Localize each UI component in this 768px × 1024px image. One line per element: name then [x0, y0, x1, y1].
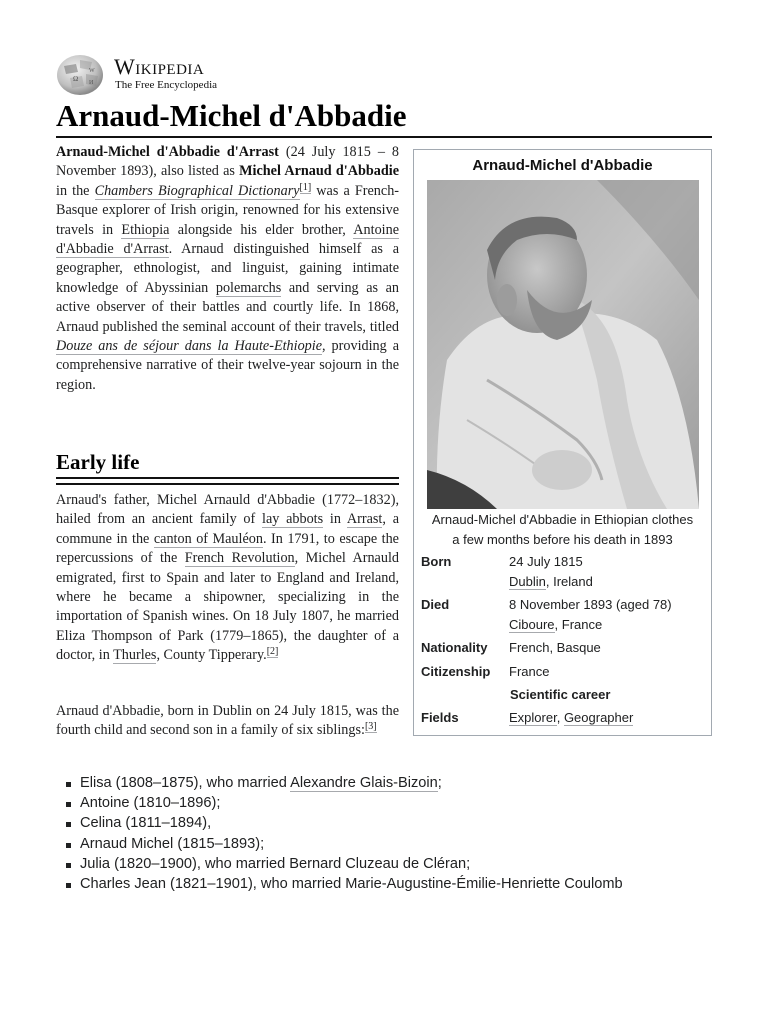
bullet-icon [66, 843, 71, 848]
infobox-row-born [421, 552, 706, 592]
intro-section [56, 143, 399, 395]
citation-3[interactable] [365, 721, 377, 733]
row-label: Born [421, 554, 452, 569]
bullet-icon [66, 782, 71, 787]
separator: , [556, 710, 564, 725]
intro-text: alongside his elder brother, [169, 221, 354, 238]
link-ciboure[interactable]: Ciboure [509, 616, 555, 632]
link-geographer[interactable]: Geographer [563, 710, 634, 725]
svg-text:И: И [89, 80, 94, 86]
title-divider [56, 136, 712, 138]
infobox [413, 149, 712, 736]
link-canton-of-mauleon[interactable]: canton of Mauléon [153, 530, 263, 547]
infobox-title: Arnaud-Michel d'Abbadie [472, 157, 653, 174]
link-ethiopia[interactable]: Ethiopia [121, 221, 170, 238]
row-value [509, 595, 672, 634]
early-life-paragraph-2 [56, 702, 399, 741]
siblings-list [66, 773, 623, 894]
citation-link[interactable]: [2] [266, 646, 279, 658]
link-chambers-dictionary[interactable]: Chambers Biographical Dictionary [94, 182, 300, 199]
row-value: France [509, 664, 550, 679]
caption-line: Arnaud-Michel d'Abbadie in Ethiopian clothes [431, 512, 694, 527]
row-label: Fields [421, 710, 459, 725]
intro-paragraph [56, 143, 399, 395]
body-text: , County Tipperary. [156, 647, 267, 664]
list-item-text: Julia (1820–1900), who married Bernard Cluzeau de Cléran; [80, 855, 471, 872]
intro-text: . Arnaud distinguished himself as a geographer, ethnologist, and linguist, gaining intimate knowledge of Abyssinian [56, 241, 399, 296]
citation-link[interactable]: [1] [299, 181, 312, 193]
link-polemarchs[interactable]: polemarchs [215, 279, 282, 296]
row-value [509, 552, 593, 591]
row-label: Nationality [421, 640, 488, 655]
row-label: Died [421, 597, 450, 612]
link-alexandre-glais-bizoin[interactable]: Alexandre Glais-Bizoin [290, 775, 438, 791]
list-item-text: ; [437, 775, 442, 791]
heading-divider [56, 483, 399, 485]
row-value: French, Basque [509, 640, 601, 655]
section-heading-early-life: Early life [56, 450, 140, 474]
bullet-icon [66, 802, 71, 807]
svg-text:Ω: Ω [73, 75, 79, 83]
born-date: 24 July 1815 [509, 554, 583, 569]
row-value [509, 708, 633, 728]
list-item [66, 813, 623, 833]
photo-caption [414, 510, 711, 549]
body-text: in [323, 511, 347, 528]
wikipedia-logo[interactable] [56, 54, 256, 96]
row-label: Citizenship [421, 664, 491, 679]
infobox-section-header: Scientific career [510, 687, 611, 702]
early-life-paragraph-1 [56, 491, 399, 666]
born-place: , Ireland [545, 573, 593, 589]
site-wordmark: Wikipedia [114, 54, 205, 79]
subject-alt-name: Michel Arnaud d'Abbadie [239, 163, 400, 180]
link-thurles[interactable]: Thurles [113, 647, 157, 664]
died-date: 8 November 1893 (aged 78) [509, 597, 672, 612]
list-item [66, 793, 623, 813]
intro-text: and serving as an active observer of their battles and courtly life. In 1868, Arnaud published the seminal account of their travels, titled [56, 279, 399, 335]
link-douze-ans[interactable]: Douze ans de séjour dans la Haute-Ethiopie [56, 338, 323, 355]
caption-line: a few months before his death in 1893 [452, 531, 673, 547]
infobox-row-nationality [421, 638, 706, 658]
list-item-text: Antoine (1810–1896); [80, 795, 221, 812]
body-text: , Michel Arnauld emigrated, first to Spain and later to England and Ireland, where he became a shipowner, specializing in the importation of Spanish wines. On 18 July 1807, he married Eliza Thompson of Park (1779–1865), the daughter of a doctor, in [56, 550, 399, 664]
bullet-icon [66, 863, 71, 868]
link-explorer[interactable]: Explorer [509, 710, 557, 725]
citation-2[interactable] [267, 646, 279, 658]
bullet-icon [66, 822, 71, 827]
body-text: . In 1791, to escape the repercussions of the [56, 530, 399, 567]
link-arrast[interactable]: Arrast [346, 511, 383, 528]
body-text: Arnaud d'Abbadie, born in Dublin on 24 July 1815, was the fourth child and second son in a family of six siblings: [56, 703, 399, 739]
puzzle-globe-icon [56, 54, 104, 96]
link-antoine-dabbadie[interactable]: Antoine d'Abbadie d'Arrast [56, 221, 400, 258]
intro-text: , providing a comprehensive narrative of their twelve-year sojourn in the region. [56, 338, 400, 393]
portrait-image-icon [427, 180, 699, 509]
intro-text: (24 July 1815 – 8 November 1893), also listed as [56, 144, 400, 180]
page-title: Arnaud-Michel d'Abbadie [56, 98, 407, 133]
link-french-revolution[interactable]: French Revolution [184, 550, 295, 567]
list-item-text: Elisa (1808–1875), who married [80, 775, 291, 791]
intro-text: was a French-Basque explorer of Irish origin, renowned for his extensive travels in [56, 182, 400, 238]
list-item [66, 874, 623, 894]
list-item-text: Arnaud Michel (1815–1893); [80, 835, 265, 852]
body-text: Arnaud's father, Michel Arnauld d'Abbadie (1772–1832), hailed from an ancient family of [56, 492, 399, 528]
link-dublin[interactable]: Dublin [509, 573, 546, 589]
list-item [66, 854, 623, 874]
subject-name: Arnaud-Michel d'Abbadie d'Arrast [56, 144, 279, 160]
list-item-text: Charles Jean (1821–1901), who married Marie-Augustine-Émilie-Henriette Coulomb [80, 876, 623, 893]
list-item-text: Celina (1811–1894), [80, 815, 212, 832]
early-life-section [56, 491, 399, 666]
early-life-section-2 [56, 702, 399, 741]
heading-divider [56, 477, 399, 479]
link-lay-abbots[interactable]: lay abbots [262, 511, 324, 528]
list-item [66, 834, 623, 854]
citation-1[interactable] [300, 182, 312, 194]
infobox-row-fields [421, 708, 706, 728]
infobox-row-died [421, 595, 706, 635]
citation-link[interactable]: [3] [364, 721, 377, 733]
site-tagline: The Free Encyclopedia [115, 79, 218, 91]
list-item [66, 773, 623, 793]
infobox-row-citizenship [421, 662, 706, 682]
died-place: , France [554, 616, 603, 632]
body-text: , a commune in the [56, 511, 399, 547]
intro-text: in the [56, 182, 95, 199]
svg-text:W: W [89, 68, 95, 74]
portrait-photo[interactable] [427, 180, 699, 509]
bullet-icon [66, 883, 71, 888]
